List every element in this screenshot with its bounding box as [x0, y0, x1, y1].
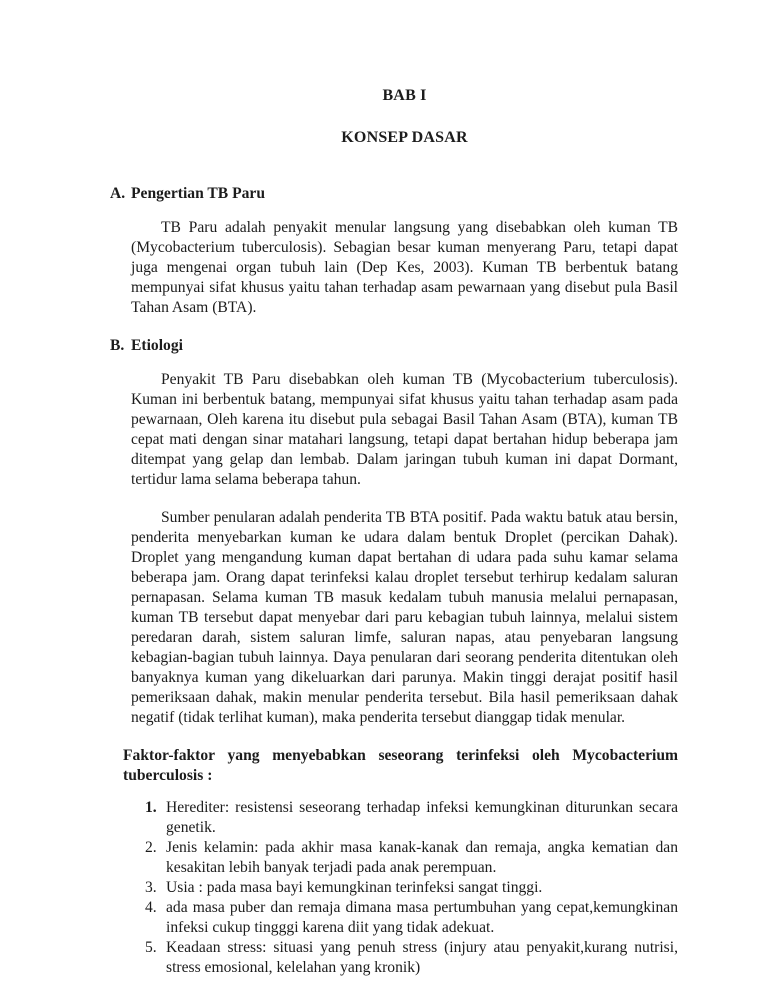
- paragraph-etiologi-2: Sumber penularan adalah penderita TB BTA positif. Pada waktu batuk atau bersin, penderita menyebarkan kuman ke udara dalam bentuk Droplet (percikan Dahak). Droplet yang mengandung kuman dapat bertahan di udara pada suhu kamar selama beberapa jam. Orang dapat terinfeksi kalau droplet tersebut terhirup kedalam saluran pernapasan. Selama kuman TB masuk kedalam tubuh manusia melalui pernapasan, kuman TB tersebut dapat menyebar dari paru kebagian tubuh lainnya, melalui sistem peredaran darah, sistem saluran limfe, saluran napas, atau penyebaran langsung kebagian-bagian tubuh lainnya. Daya penularan dari seorang penderita ditentukan oleh banyaknya kuman yang dikeluarkan dari parunya. Makin tinggi derajat positif hasil pemeriksaan dahak, makin menular penderita tersebut. Bila hasil pemeriksaan dahak negatif (tidak terlihat kuman), maka penderita tersebut dianggap tidak menular.: [131, 509, 678, 726]
- paragraph-etiologi-1: Penyakit TB Paru disebabkan oleh kuman TB (Mycobacterium tuberculosis). Kuman ini berbentuk batang, mempunyai sifat khusus yaitu tahan terhadap asam pada pewarnaan, Oleh karena itu disebut pula sebagai Basil Tahan Asam (BTA), kuman TB cepat mati dengan sinar matahari langsung, tetapi dapat bertahan hidup beberapa jam ditempat yang gelap dan lembab. Dalam jaringan tubuh kuman ini dapat Dormant, tertidur lama selama beberapa tahun.: [131, 371, 678, 488]
- paragraph-pengertian: TB Paru adalah penyakit menular langsung yang disebabkan oleh kuman TB (Mycobacterium tuberculosis). Sebagian besar kuman menyerang Paru, tetapi dapat juga mengenai organ tubuh lain (Dep Kes, 2003). Kuman TB berbentuk batang mempunyai sifat khusus yaitu tahan terhadap asam pewarnaan yang disebut pula Basil Tahan Asam (BTA).: [131, 219, 678, 316]
- list-item-number: 1.: [145, 799, 157, 816]
- list-item: [145, 938, 678, 978]
- list-item: [145, 838, 678, 878]
- list-item: [145, 878, 678, 898]
- list-item: [145, 798, 678, 838]
- list-item-text: Jenis kelamin: pada akhir masa kanak-kanak dan remaja, angka kematian dan kesakitan lebih banyak terjadi pada anak perempuan.: [166, 839, 678, 876]
- section-marker-b: B.: [110, 337, 125, 354]
- list-item-text: Keadaan stress: situasi yang penuh stress (injury atau penyakit,kurang nutrisi, stress emosional, kelelahan yang kronik): [166, 939, 678, 976]
- document-content: [110, 86, 678, 978]
- list-item-text: Usia : pada masa bayi kemungkinan terinfeksi sangat tinggi.: [166, 879, 543, 896]
- document-subtitle: KONSEP DASAR: [341, 129, 468, 146]
- list-item-number: 5.: [145, 939, 157, 956]
- factors-heading: Faktor-faktor yang menyebabkan seseorang terinfeksi oleh Mycobacterium tuberculosis :: [123, 747, 678, 784]
- list-item-number: 3.: [145, 879, 157, 896]
- section-heading-label: Etiologi: [131, 337, 183, 354]
- list-item: [145, 898, 678, 938]
- section-heading-etiologi: [110, 336, 678, 356]
- list-item-number: 2.: [145, 839, 157, 856]
- list-item-text: ada masa puber dan remaja dimana masa pertumbuhan yang cepat,kemungkinan infeksi cukup tingggi karena diit yang tidak adekuat.: [166, 899, 678, 936]
- section-heading-label: Pengertian TB Paru: [131, 185, 265, 202]
- list-item-text: Herediter: resistensi seseorang terhadap infeksi kemungkinan diturunkan secara genetik.: [166, 799, 678, 836]
- list-item-number: 4.: [145, 899, 157, 916]
- section-heading-pengertian: [110, 184, 678, 204]
- factors-list: [145, 798, 678, 978]
- chapter-title: BAB I: [382, 87, 427, 104]
- section-marker-a: A.: [110, 185, 126, 202]
